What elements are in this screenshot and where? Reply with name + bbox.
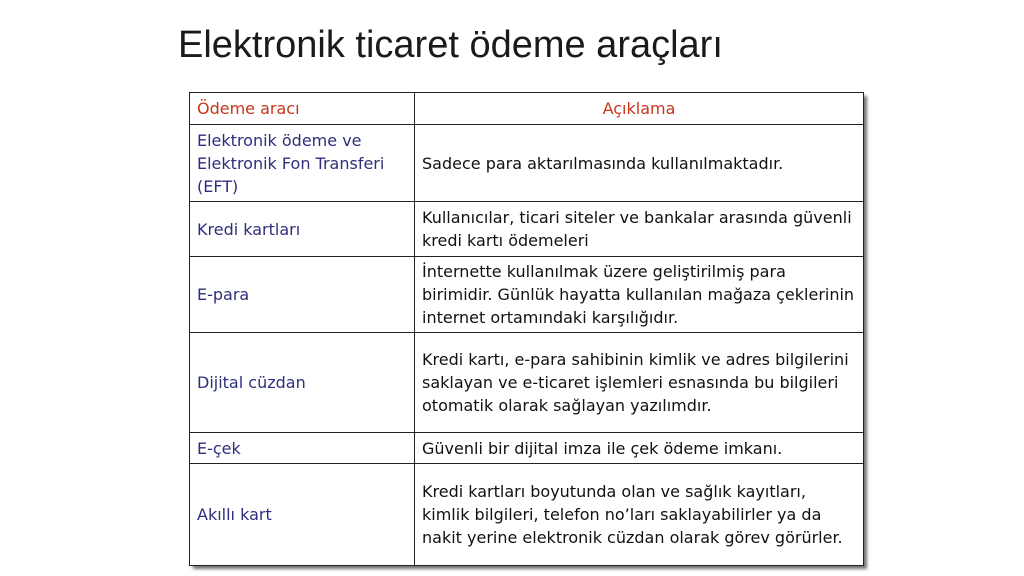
- tool-name-cell: Kredi kartları: [190, 202, 415, 257]
- column-header-tool: Ödeme aracı: [190, 93, 415, 125]
- tool-description-cell: Kredi kartı, e-para sahibinin kimlik ve adres bilgilerini saklayan ve e-ticaret işlemleri esnasında bu bilgileri otomatik olarak sağlayan yazılımdır.: [415, 333, 864, 433]
- tool-description-cell: Güvenli bir dijital imza ile çek ödeme imkanı.: [415, 433, 864, 464]
- tool-description-cell: Sadece para aktarılmasında kullanılmaktadır.: [415, 125, 864, 202]
- column-header-description: Açıklama: [415, 93, 864, 125]
- tool-name-cell: Dijital cüzdan: [190, 333, 415, 433]
- tool-description-cell: Kredi kartları boyutunda olan ve sağlık kayıtları, kimlik bilgileri, telefon no’ları saklayabilirler ya da nakit yerine elektronik cüzdan olarak görev görürler.: [415, 464, 864, 566]
- tool-description-cell: İnternette kullanılmak üzere geliştirilmiş para birimidir. Günlük hayatta kullanılan mağaza çeklerinin internet ortamındaki karşılığıdır.: [415, 257, 864, 333]
- tool-name-cell: E-para: [190, 257, 415, 333]
- table-row: [190, 202, 864, 257]
- tool-name-cell: E-çek: [190, 433, 415, 464]
- table-row: [190, 333, 864, 433]
- payment-tools-table: [189, 92, 864, 566]
- tool-name-cell: Akıllı kart: [190, 464, 415, 566]
- table-row: [190, 257, 864, 333]
- payment-tools-table-container: [189, 92, 863, 565]
- tool-description-cell: Kullanıcılar, ticari siteler ve bankalar arasında güvenli kredi kartı ödemeleri: [415, 202, 864, 257]
- table-header-row: [190, 93, 864, 125]
- page-title: Elektronik ticaret ödeme araçları: [178, 24, 723, 66]
- table-row: [190, 125, 864, 202]
- tool-name-cell: Elektronik ödeme ve Elektronik Fon Transferi (EFT): [190, 125, 415, 202]
- table-row: [190, 433, 864, 464]
- table-row: [190, 464, 864, 566]
